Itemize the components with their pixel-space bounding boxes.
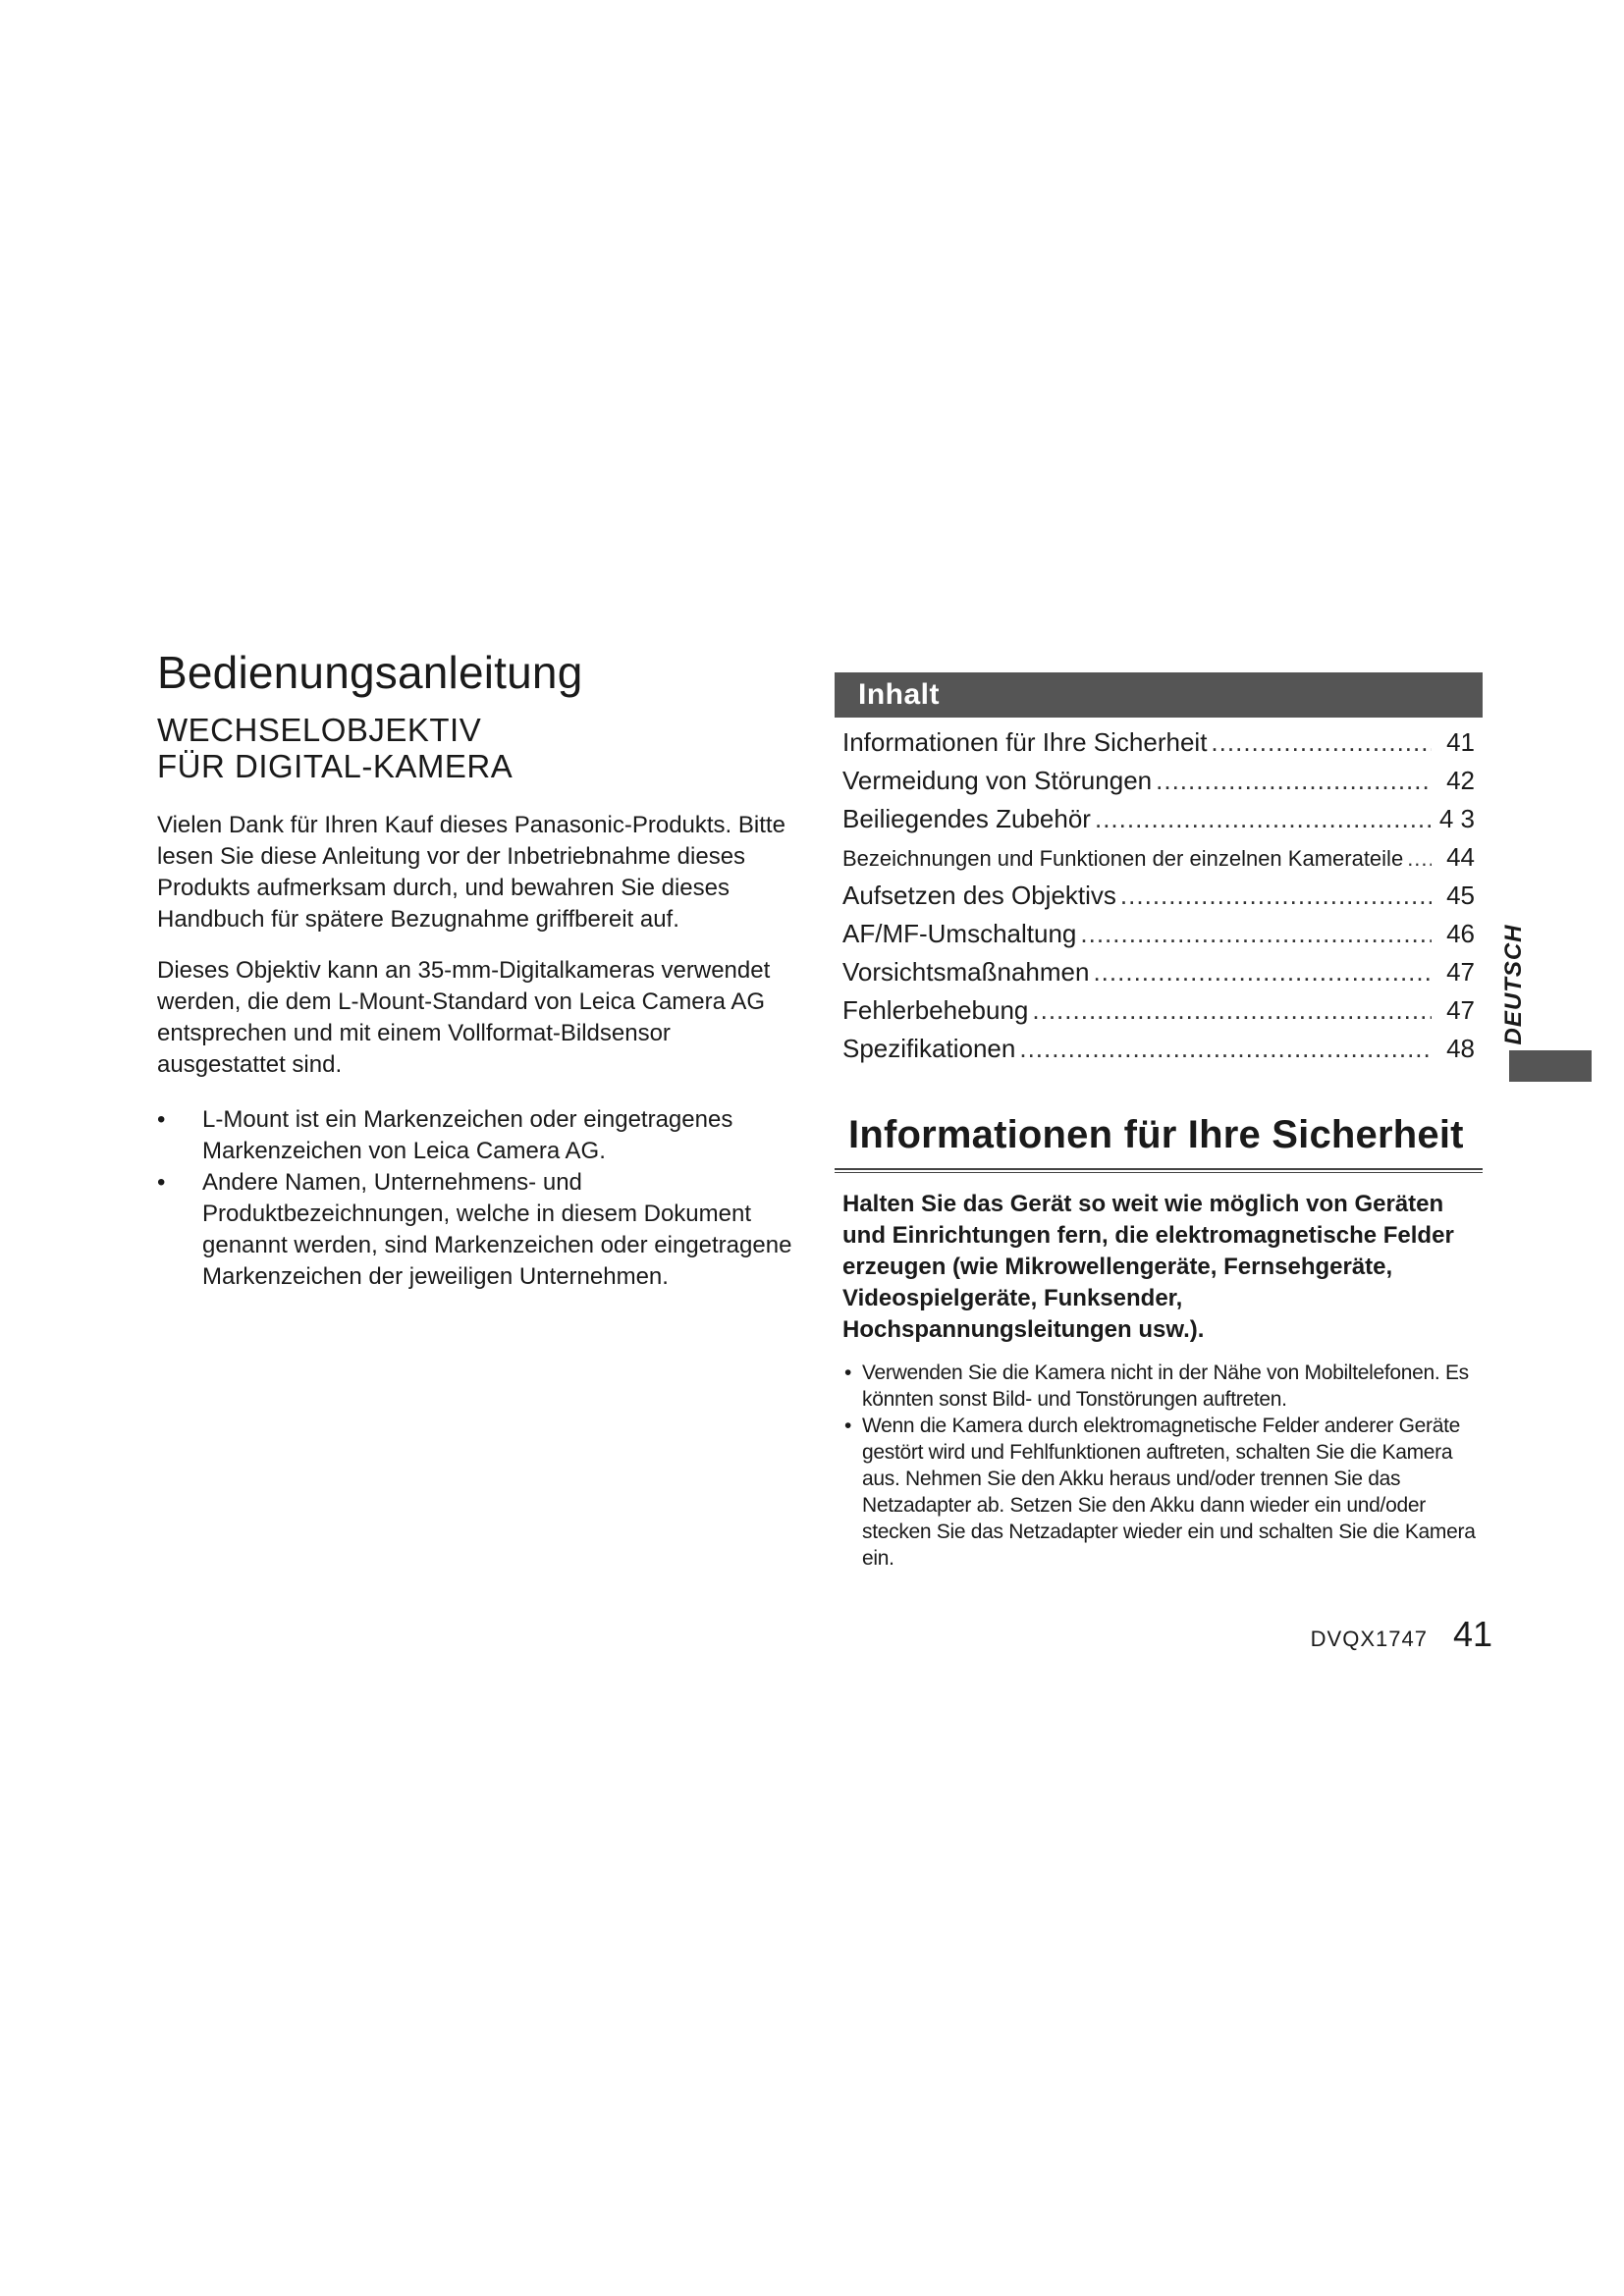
toc-header: Inhalt (835, 672, 1483, 718)
toc-item-page: 47 (1446, 995, 1475, 1025)
safety-title: Informationen für Ihre Sicherheit (848, 1113, 1464, 1156)
intro-paragraph-1: Vielen Dank für Ihren Kauf dieses Panasonic-Produkts. Bitte lesen Sie diese Anleitung vor der Inbetriebnahme dieses Produkts aufmerksam durch, und bewahren Sie dieses Handbuch für spätere Bezugnahme griffbereit auf. (157, 811, 785, 933)
trademark-item-text: L-Mount ist ein Markenzeichen oder eingetragenes Markenzeichen von Leica Camera AG. (202, 1105, 733, 1164)
document-subtitle (157, 712, 800, 784)
toc-leader (1120, 877, 1432, 915)
trademark-item-text: Andere Namen, Unternehmens- und Produktbezeichnungen, welche in diesem Dokument genannt werden, sind Markenzeichen oder eingetragene Markenzeichen der jeweiligen Unternehmen. (202, 1168, 792, 1290)
bullet-icon: • (157, 1168, 166, 1196)
document-title: Bedienungsanleitung (157, 647, 583, 698)
warning-line: Halten Sie das Gerät so weit wie möglich von Geräten (842, 1191, 1444, 1217)
bullet-icon: • (157, 1105, 166, 1133)
contents-section (835, 672, 1483, 1572)
page-footer (1276, 1614, 1492, 1657)
intro-section (157, 648, 800, 1293)
toc-list (835, 723, 1483, 1068)
toc-item-page: 45 (1446, 881, 1475, 910)
safety-note (842, 1360, 1483, 1413)
warning-line: erzeugen (wie Mikrowellengeräte, Fernsehgeräte, (842, 1254, 1393, 1280)
toc-item-label: Beiliegendes Zubehör (842, 804, 1091, 833)
toc-leader (1095, 800, 1432, 838)
subtitle-line-1: WECHSELOBJEKTIV (157, 711, 482, 748)
toc-item-page: 44 (1446, 842, 1475, 872)
toc-item-label: Spezifikationen (842, 1034, 1016, 1063)
trademark-item (157, 1104, 800, 1167)
toc-leader (1407, 839, 1432, 877)
document-code: DVQX1747 (1310, 1627, 1428, 1651)
safety-note (842, 1413, 1483, 1572)
toc-leader (1093, 953, 1432, 991)
toc-item[interactable] (835, 877, 1483, 915)
safety-warning (835, 1189, 1483, 1346)
safety-note-text: Verwenden Sie die Kamera nicht in der Nähe von Mobiltelefonen. Es könnten sonst Bild- und Tonstörungen auftreten. (862, 1362, 1469, 1411)
section-divider (835, 1168, 1483, 1173)
trademark-item (157, 1167, 800, 1293)
toc-item-page: 42 (1446, 766, 1475, 795)
toc-leader (1032, 991, 1432, 1030)
toc-item-label: Bezeichnungen und Funktionen der einzelnen Kamerateile (842, 846, 1404, 871)
toc-item-label: AF/MF-Umschaltung (842, 919, 1077, 948)
toc-item[interactable] (835, 991, 1483, 1030)
warning-line: Hochspannungsleitungen usw.). (842, 1316, 1205, 1343)
toc-item-page: 48 (1446, 1034, 1475, 1063)
language-tab-marker (1509, 1050, 1592, 1082)
toc-item[interactable] (835, 1030, 1483, 1068)
toc-item-label: Vorsichtsmaßnahmen (842, 957, 1090, 987)
toc-leader (1019, 1030, 1432, 1068)
intro-paragraph-2: Dieses Objektiv kann an 35-mm-Digitalkameras verwendet werden, die dem L-Mount-Standard von Leica Camera AG entsprechen und mit einem Vollformat-Bildsensor ausgestattet sind. (157, 956, 771, 1078)
toc-item-page: 41 (1446, 727, 1475, 757)
toc-item-page: 46 (1446, 919, 1475, 948)
warning-line: Videospielgeräte, Funksender, (842, 1285, 1183, 1311)
toc-item-label: Informationen für Ihre Sicherheit (842, 727, 1208, 757)
toc-item[interactable] (835, 953, 1483, 991)
toc-item[interactable] (835, 838, 1483, 877)
toc-item-page: 4 3 (1438, 804, 1475, 833)
safety-notes (835, 1360, 1483, 1572)
toc-item-label: Aufsetzen des Objektivs (842, 881, 1116, 910)
trademark-list (157, 1104, 800, 1293)
toc-item[interactable] (835, 800, 1483, 838)
toc-item[interactable] (835, 915, 1483, 953)
page-number: 41 (1452, 1614, 1492, 1654)
bullet-icon: • (844, 1415, 852, 1437)
toc-item-page: 47 (1446, 957, 1475, 987)
toc-leader (1080, 915, 1432, 953)
toc-item[interactable] (835, 723, 1483, 762)
toc-item-label: Vermeidung von Störungen (842, 766, 1153, 795)
bullet-icon: • (844, 1362, 852, 1384)
warning-line: und Einrichtungen fern, die elektromagnetische Felder (842, 1222, 1454, 1249)
toc-item[interactable] (835, 762, 1483, 800)
toc-item-label: Fehlerbehebung (842, 995, 1029, 1025)
language-side-label (1494, 923, 1534, 1045)
toc-leader (1211, 723, 1432, 762)
subtitle-line-2: FÜR DIGITAL-KAMERA (157, 747, 514, 784)
language-label-text: DEUTSCH (1500, 923, 1527, 1045)
safety-note-text: Wenn die Kamera durch elektromagnetische Felder anderer Geräte gestört wird und Fehlfunktionen auftreten, schalten Sie die Kamera aus. Nehmen Sie den Akku heraus und/oder trennen Sie das Netzadapter ab. Setzen Sie den Akku dann wieder ein und/oder stecken Sie das Netzadapter wieder ein und schalten Sie die Kamera ein. (862, 1415, 1476, 1570)
toc-leader (1156, 762, 1432, 800)
